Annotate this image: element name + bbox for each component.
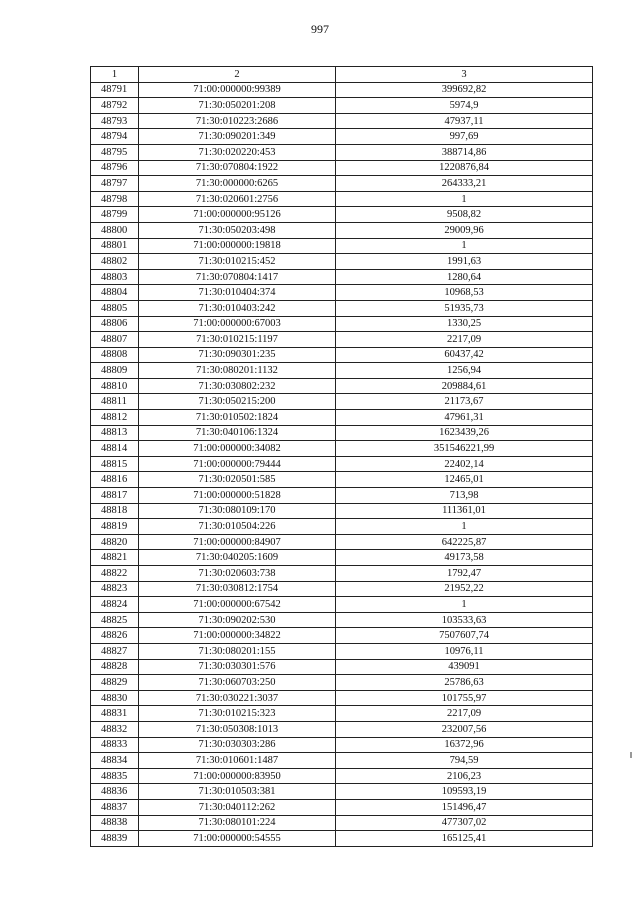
table-row [91,222,593,238]
cadastral-number-cell: 71:30:050201:208 [139,98,336,114]
value-cell: 1 [336,597,593,613]
row-number-cell: 48796 [91,160,139,176]
cadastral-number-cell: 71:30:020601:2756 [139,191,336,207]
value-cell: 232007,56 [336,721,593,737]
row-number-cell: 48820 [91,534,139,550]
row-number-cell: 48826 [91,628,139,644]
value-cell: 101755,97 [336,690,593,706]
row-number-cell: 48827 [91,643,139,659]
value-cell: 439091 [336,659,593,675]
row-number-cell: 48821 [91,550,139,566]
row-number-cell: 48807 [91,332,139,348]
row-number-cell: 48792 [91,98,139,114]
value-cell: 2217,09 [336,332,593,348]
cadastral-number-cell: 71:00:000000:84907 [139,534,336,550]
value-cell: 10968,53 [336,285,593,301]
cadastral-number-cell: 71:30:080101:224 [139,815,336,831]
row-number-cell: 48799 [91,207,139,223]
table-row [91,597,593,613]
cadastral-number-cell: 71:30:070804:1922 [139,160,336,176]
cadastral-number-cell: 71:00:000000:34822 [139,628,336,644]
value-cell: 10976,11 [336,643,593,659]
value-cell: 477307,02 [336,815,593,831]
cadastral-number-cell: 71:30:090301:235 [139,347,336,363]
row-number-cell: 48803 [91,269,139,285]
value-cell: 12465,01 [336,472,593,488]
table-row [91,456,593,472]
value-cell: 1991,63 [336,254,593,270]
row-number-cell: 48811 [91,394,139,410]
row-number-cell: 48825 [91,612,139,628]
value-cell: 151496,47 [336,799,593,815]
row-number-cell: 48816 [91,472,139,488]
table-row [91,706,593,722]
table-row [91,363,593,379]
value-cell: 60437,42 [336,347,593,363]
table-row [91,519,593,535]
table-row [91,566,593,582]
table-row [91,550,593,566]
table-row [91,300,593,316]
row-number-cell: 48815 [91,456,139,472]
row-number-cell: 48800 [91,222,139,238]
table-header [91,67,593,83]
value-cell: 1792,47 [336,566,593,582]
value-cell: 1280,64 [336,269,593,285]
row-number-cell: 48836 [91,784,139,800]
table-row [91,144,593,160]
cadastral-number-cell: 71:30:010502:1824 [139,410,336,426]
row-number-cell: 48832 [91,721,139,737]
value-cell: 2217,09 [336,706,593,722]
cadastral-number-cell: 71:00:000000:19818 [139,238,336,254]
row-number-cell: 48838 [91,815,139,831]
row-number-cell: 48812 [91,410,139,426]
row-number-cell: 48793 [91,113,139,129]
cadastral-number-cell: 71:30:090202:530 [139,612,336,628]
cadastral-number-cell: 71:30:010215:323 [139,706,336,722]
cadastral-number-cell: 71:30:010215:452 [139,254,336,270]
value-cell: 1256,94 [336,363,593,379]
row-number-cell: 48804 [91,285,139,301]
cadastral-number-cell: 71:30:010403:242 [139,300,336,316]
value-cell: 47937,11 [336,113,593,129]
cadastral-number-cell: 71:30:030301:576 [139,659,336,675]
table-row [91,784,593,800]
row-number-cell: 48802 [91,254,139,270]
table-row [91,737,593,753]
row-number-cell: 48797 [91,176,139,192]
table-row [91,394,593,410]
table-row [91,534,593,550]
row-number-cell: 48817 [91,488,139,504]
cadastral-number-cell: 71:30:080201:1132 [139,363,336,379]
cadastral-number-cell: 71:30:040112:262 [139,799,336,815]
column-header-2: 2 [139,67,336,83]
value-cell: 209884,61 [336,378,593,394]
value-cell: 997,69 [336,129,593,145]
row-number-cell: 48835 [91,768,139,784]
value-cell: 399692,82 [336,82,593,98]
row-number-cell: 48813 [91,425,139,441]
value-cell: 165125,41 [336,831,593,847]
cadastral-number-cell: 71:30:010601:1487 [139,753,336,769]
row-number-cell: 48819 [91,519,139,535]
value-cell: 16372,96 [336,737,593,753]
value-cell: 1 [336,238,593,254]
table-header-row [91,67,593,83]
cadastral-number-cell: 71:30:050203:498 [139,222,336,238]
table-row [91,176,593,192]
cadastral-number-cell: 71:30:010404:374 [139,285,336,301]
row-number-cell: 48823 [91,581,139,597]
column-header-3: 3 [336,67,593,83]
cadastral-number-cell: 71:00:000000:67003 [139,316,336,332]
value-cell: 29009,96 [336,222,593,238]
cadastral-number-cell: 71:00:000000:67542 [139,597,336,613]
value-cell: 7507607,74 [336,628,593,644]
table-row [91,799,593,815]
scan-mark [630,752,632,758]
value-cell: 21173,67 [336,394,593,410]
cadastral-number-cell: 71:30:030802:232 [139,378,336,394]
table-row [91,815,593,831]
row-number-cell: 48834 [91,753,139,769]
value-cell: 2106,23 [336,768,593,784]
value-cell: 388714,86 [336,144,593,160]
row-number-cell: 48824 [91,597,139,613]
cadastral-number-cell: 71:30:030812:1754 [139,581,336,597]
row-number-cell: 48831 [91,706,139,722]
cadastral-number-cell: 71:00:000000:83950 [139,768,336,784]
cadastral-number-cell: 71:30:020501:585 [139,472,336,488]
cadastral-number-cell: 71:30:010223:2686 [139,113,336,129]
cadastral-number-cell: 71:30:000000:6265 [139,176,336,192]
cadastral-number-cell: 71:30:080201:155 [139,643,336,659]
table-row [91,675,593,691]
value-cell: 1623439,26 [336,425,593,441]
table-row [91,488,593,504]
table-row [91,254,593,270]
row-number-cell: 48806 [91,316,139,332]
table-row [91,503,593,519]
table-row [91,316,593,332]
table-row [91,628,593,644]
table-row [91,472,593,488]
table-row [91,332,593,348]
table-row [91,378,593,394]
row-number-cell: 48805 [91,300,139,316]
table-row [91,581,593,597]
table-body [91,82,593,846]
row-number-cell: 48798 [91,191,139,207]
row-number-cell: 48828 [91,659,139,675]
table-row [91,659,593,675]
row-number-cell: 48794 [91,129,139,145]
cadastral-number-cell: 71:30:050215:200 [139,394,336,410]
table-row [91,238,593,254]
table-row [91,831,593,847]
value-cell: 103533,63 [336,612,593,628]
row-number-cell: 48791 [91,82,139,98]
cadastral-number-cell: 71:30:010504:226 [139,519,336,535]
cadastral-number-cell: 71:00:000000:79444 [139,456,336,472]
table-row [91,207,593,223]
value-cell: 109593,19 [336,784,593,800]
cadastral-number-cell: 71:30:040106:1324 [139,425,336,441]
row-number-cell: 48830 [91,690,139,706]
value-cell: 1220876,84 [336,160,593,176]
value-cell: 22402,14 [336,456,593,472]
row-number-cell: 48795 [91,144,139,160]
cadastral-number-cell: 71:30:050308:1013 [139,721,336,737]
row-number-cell: 48808 [91,347,139,363]
cadastral-number-cell: 71:00:000000:34082 [139,441,336,457]
row-number-cell: 48837 [91,799,139,815]
table-row [91,98,593,114]
row-number-cell: 48839 [91,831,139,847]
value-cell: 111361,01 [336,503,593,519]
cadastral-number-cell: 71:30:030303:286 [139,737,336,753]
table-row [91,347,593,363]
row-number-cell: 48809 [91,363,139,379]
table-row [91,768,593,784]
cadastral-number-cell: 71:30:020603:738 [139,566,336,582]
cadastral-number-cell: 71:30:060703:250 [139,675,336,691]
cadastral-number-cell: 71:30:040205:1609 [139,550,336,566]
cadastral-number-cell: 71:00:000000:95126 [139,207,336,223]
table-row [91,269,593,285]
cadastral-number-cell: 71:00:000000:51828 [139,488,336,504]
row-number-cell: 48810 [91,378,139,394]
value-cell: 21952,22 [336,581,593,597]
row-number-cell: 48829 [91,675,139,691]
value-cell: 9508,82 [336,207,593,223]
table-row [91,191,593,207]
table-row [91,82,593,98]
cadastral-number-cell: 71:30:070804:1417 [139,269,336,285]
value-cell: 1330,25 [336,316,593,332]
table-row [91,721,593,737]
row-number-cell: 48814 [91,441,139,457]
row-number-cell: 48818 [91,503,139,519]
cadastral-number-cell: 71:00:000000:54555 [139,831,336,847]
row-number-cell: 48822 [91,566,139,582]
table-row [91,753,593,769]
value-cell: 1 [336,519,593,535]
value-cell: 51935,73 [336,300,593,316]
cadastral-number-cell: 71:30:010503:381 [139,784,336,800]
value-cell: 713,98 [336,488,593,504]
value-cell: 25786,63 [336,675,593,691]
table-row [91,441,593,457]
table-row [91,285,593,301]
cadastral-value-table [90,66,593,847]
cadastral-number-cell: 71:30:080109:170 [139,503,336,519]
value-cell: 794,59 [336,753,593,769]
table-row [91,690,593,706]
cadastral-number-cell: 71:30:020220:453 [139,144,336,160]
table-row [91,410,593,426]
row-number-cell: 48801 [91,238,139,254]
cadastral-number-cell: 71:30:030221:3037 [139,690,336,706]
value-cell: 351546221,99 [336,441,593,457]
cadastral-number-cell: 71:00:000000:99389 [139,82,336,98]
value-cell: 5974,9 [336,98,593,114]
column-header-1: 1 [91,67,139,83]
value-cell: 264333,21 [336,176,593,192]
row-number-cell: 48833 [91,737,139,753]
cadastral-number-cell: 71:30:010215:1197 [139,332,336,348]
value-cell: 1 [336,191,593,207]
table-row [91,425,593,441]
table-row [91,129,593,145]
table-row [91,113,593,129]
value-cell: 47961,31 [336,410,593,426]
value-cell: 642225,87 [336,534,593,550]
table-row [91,643,593,659]
table-row [91,160,593,176]
page-number: 997 [311,22,329,36]
cadastral-number-cell: 71:30:090201:349 [139,129,336,145]
table-row [91,612,593,628]
value-cell: 49173,58 [336,550,593,566]
